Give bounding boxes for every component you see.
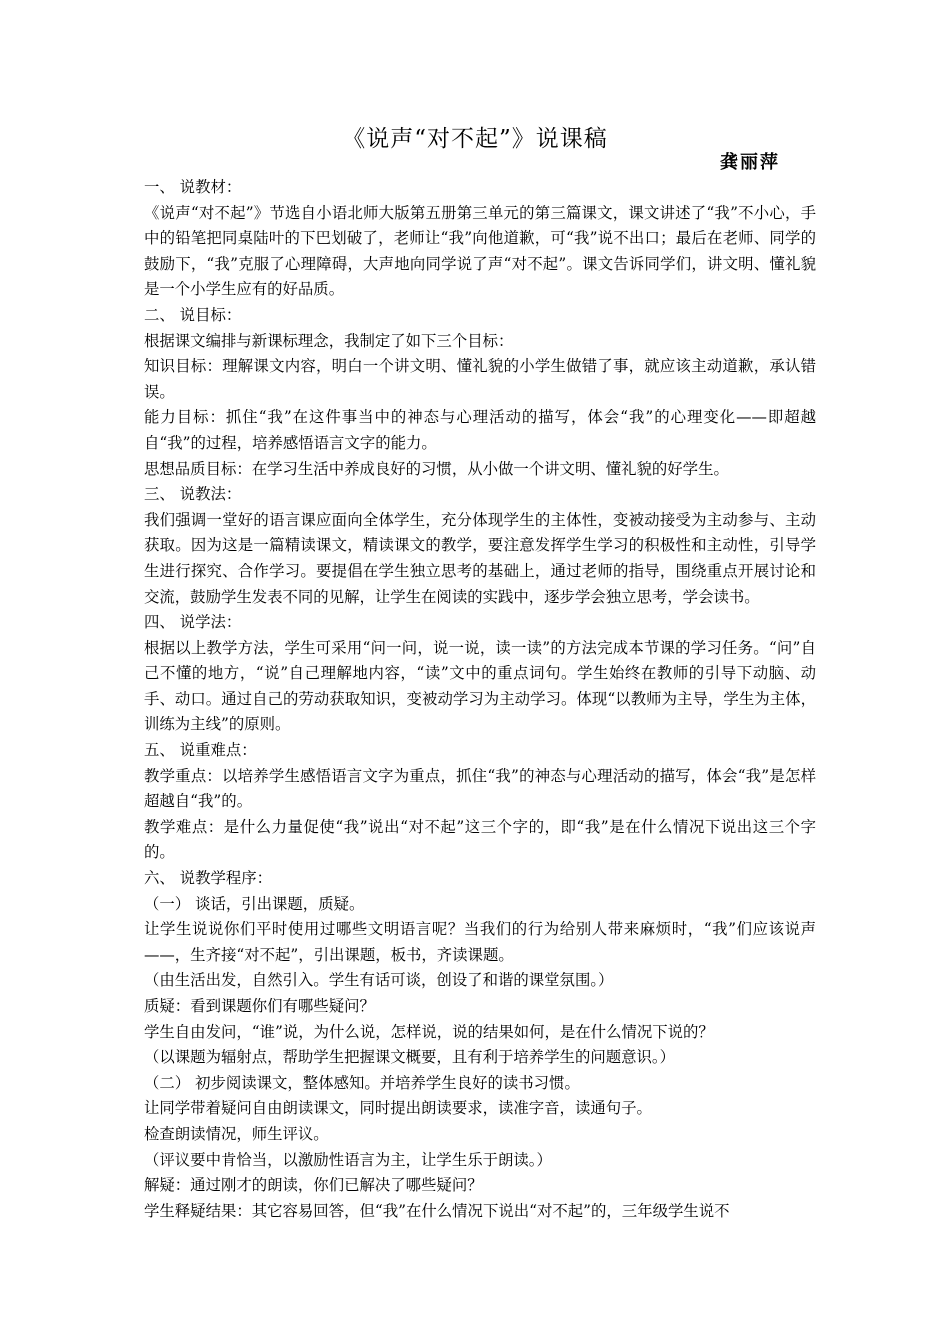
paragraph: 能力目标：抓住“我”在这件事当中的神态与心理活动的描写，体会“我”的心理变化——即超越自“我”的过程，培养感悟语言文字的能力。 (144, 408, 816, 452)
section-heading-5: 五、 说重难点： (144, 741, 257, 760)
paragraph: 质疑：看到课题你们有哪些疑问？ (144, 997, 375, 1015)
paragraph: 让同学带着疑问自由朗读课文，同时提出朗读要求，读准字音，读通句子。 (144, 1099, 652, 1118)
paragraph-note: （以课题为辐射点，帮助学生把握课文概要，且有利于培养学生的问题意识。） (144, 1048, 675, 1067)
paragraph: 教学难点：是什么力量促使“我”说出“对不起”这三个字的，即“我”是在什么情况下说出这三个字的。 (144, 817, 816, 862)
paragraph: 我们强调一堂好的语言课应面向全体学生，充分体现学生的主体性，变被动接受为主动参与、主动获取。因为这是一篇精读课文，精读课文的教学，要注意发挥学生学习的积极性和主动性，引导学生进行探究、合作学习。要提倡在学生独立思考的基础上，通过老师的指导，围绕重点开展讨论和交流，鼓励学生发表不同的见解，让学生在阅读的实践中，逐步学会独立思考，学会读书。 (144, 510, 816, 606)
sub-heading-2: （二） 初步阅读课文，整体感知。并培养学生良好的读书习惯。 (144, 1073, 580, 1092)
paragraph: 让学生说说你们平时使用过哪些文明语言呢？当我们的行为给别人带来麻烦时，“我”们应该说声——，生齐接“对不起”，引出课题，板书，齐读课题。 (144, 920, 816, 964)
section-heading-3: 三、 说教法： (144, 485, 242, 504)
paragraph: 教学重点：以培养学生感悟语言文字为重点，抓住“我”的神态与心理活动的描写，体会“我”是怎样超越自“我”的。 (144, 766, 816, 811)
section-heading-2: 二、 说目标： (144, 305, 242, 324)
author-name: 龚丽萍 (720, 152, 780, 173)
section-heading-1: 一、 说教材： (144, 178, 242, 196)
paragraph: 学生释疑结果：其它容易回答，但“我”在什么情况下说出“对不起”的，三年级学生说不 (144, 1201, 730, 1220)
paragraph: 检查朗读情况，师生评议。 (144, 1124, 329, 1143)
paragraph: 根据课文编排与新课标理念，我制定了如下三个目标： (144, 331, 514, 350)
document-title: 《说声“对不起”》说课稿 (342, 126, 608, 152)
paragraph: 解疑：通过刚才的朗读，你们已解决了哪些疑问？ (144, 1176, 483, 1195)
section-heading-4: 四、 说学法： (144, 613, 242, 632)
paragraph: 根据以上教学方法，学生可采用“问一问，说一说，读一读”的方法完成本节课的学习任务。“问”自己不懂的地方，“说”自己理解地内容，“读”文中的重点词句。学生始终在教师的引导下动脑、动手、动口。通过自己的劳动获取知识，变被动学习为主动学习。体现“以教师为主导，学生为主体，训练为主线”的原则。 (144, 638, 816, 734)
paragraph: 知识目标：理解课文内容，明白一个讲文明、懂礼貌的小学生做错了事，就应该主动道歉，承认错误。 (144, 357, 816, 401)
document-body (144, 175, 816, 1224)
paragraph-note: （由生活出发，自然引入。学生有话可谈，创设了和谐的课堂氛围。） (144, 971, 614, 990)
paragraph: 学生自由发问，“谁”说，为什么说，怎样说，说的结果如何，是在什么情况下说的？ (144, 1022, 714, 1041)
paragraph: 《说声“对不起”》节选自小语北师大版第五册第三单元的第三篇课文，课文讲述了“我”不小心，手中的铅笔把同桌陆叶的下巴划破了，老师让“我”向他道歉，可“我”说不出口；最后在老师、同学的鼓励下，“我”克服了心理障碍，大声地向同学说了声“对不起”。课文告诉同学们，讲文明、懂礼貌是一个小学生应有的好品质。 (144, 203, 816, 299)
sub-heading-1: （一） 谈话，引出课题，质疑。 (144, 894, 365, 913)
paragraph: 思想品质目标：在学习生活中养成良好的习惯，从小做一个讲文明、懂礼貌的好学生。 (144, 459, 729, 478)
paragraph-note: （评议要中肯恰当，以激励性语言为主，让学生乐于朗读。） (144, 1150, 552, 1169)
section-heading-6: 六、 说教学程序： (144, 869, 273, 888)
